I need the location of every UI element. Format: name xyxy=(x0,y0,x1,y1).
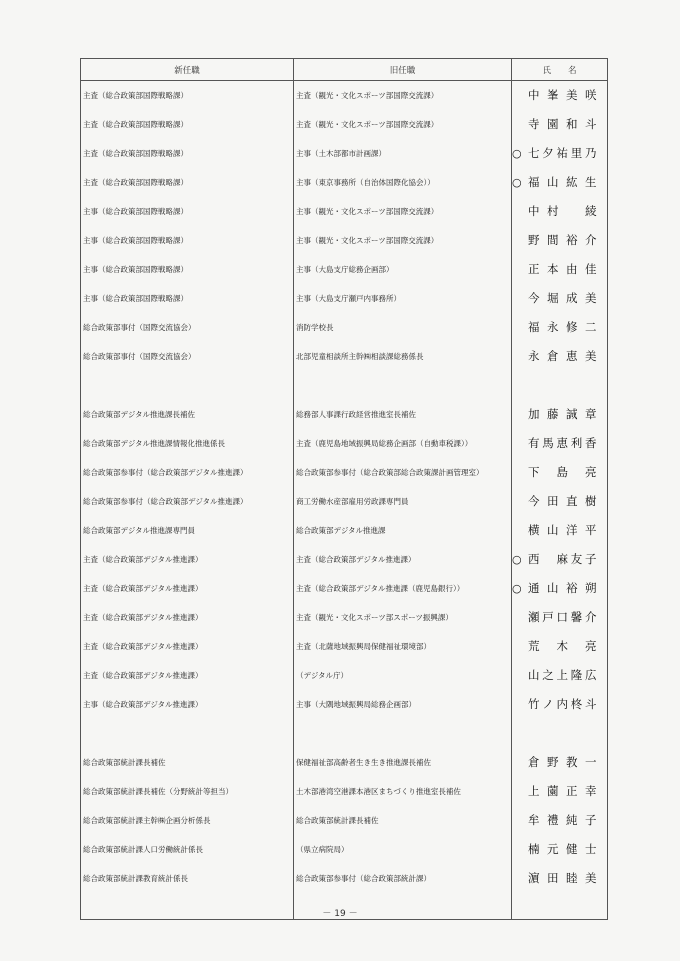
table-row xyxy=(81,168,608,197)
table-row xyxy=(81,806,608,835)
table-row xyxy=(81,342,608,371)
new-post-cell: 総合政策部デジタル推進課長補佐 xyxy=(81,400,294,429)
old-post-cell: 主事（大島支庁総務企画部） xyxy=(294,255,512,284)
person-name: 濵田睦美 xyxy=(528,871,597,886)
person-name: 中村 綾 xyxy=(528,204,597,219)
name-cell xyxy=(512,632,608,661)
old-post-cell: 主査（観光・文化スポーツ部国際交流課） xyxy=(294,81,512,111)
old-post-cell: 総合政策部統計課長補佐 xyxy=(294,806,512,835)
old-post-cell: 総合政策部参事付（総合政策部総合政策課計画管理室） xyxy=(294,458,512,487)
old-post-cell: 主事（東京事務所（自治体国際化協会）） xyxy=(294,168,512,197)
table-row xyxy=(81,603,608,632)
name-cell xyxy=(512,110,608,139)
new-post-cell: 主事（総合政策部国際戦略課） xyxy=(81,255,294,284)
new-post-cell: 主事（総合政策部デジタル推進課） xyxy=(81,690,294,719)
new-post-cell: 主査（総合政策部デジタル推進課） xyxy=(81,661,294,690)
name-cell xyxy=(512,168,608,197)
person-name: 上薗正幸 xyxy=(528,784,597,799)
new-post-cell: 総合政策部統計課長補佐 xyxy=(81,748,294,777)
person-name: 有馬恵利香 xyxy=(528,436,597,451)
old-post-cell: 保健福祉部高齢者生き生き推進課長補佐 xyxy=(294,748,512,777)
name-cell xyxy=(512,197,608,226)
new-post-cell: 主査（総合政策部デジタル推進課） xyxy=(81,545,294,574)
person-name: 野間裕介 xyxy=(528,233,597,248)
table-row xyxy=(81,226,608,255)
person-name: 下 島 亮 xyxy=(528,465,597,480)
old-post-cell: 主事（土木部都市計画課） xyxy=(294,139,512,168)
person-name: 牟禮純子 xyxy=(528,813,597,828)
name-cell xyxy=(512,574,608,603)
old-post-cell: 消防学校長 xyxy=(294,313,512,342)
new-post-cell: 総合政策部参事付（総合政策部デジタル推進課） xyxy=(81,458,294,487)
person-name: 永倉恵美 xyxy=(528,349,597,364)
person-name: 寺園和斗 xyxy=(528,117,597,132)
person-name: 中峯美咲 xyxy=(528,88,597,103)
person-name: 西 麻友子 xyxy=(528,552,597,567)
new-post-cell: 総合政策部デジタル推進課専門員 xyxy=(81,516,294,545)
new-post-cell: 主査（総合政策部デジタル推進課） xyxy=(81,603,294,632)
new-post-cell: 主査（総合政策部デジタル推進課） xyxy=(81,574,294,603)
name-cell xyxy=(512,458,608,487)
header-new-post: 新任職 xyxy=(81,59,294,81)
person-name: 楠元健士 xyxy=(528,842,597,857)
table-row xyxy=(81,197,608,226)
new-post-cell: 総合政策部参事付（総合政策部デジタル推進課） xyxy=(81,487,294,516)
circle-mark: ○ xyxy=(512,146,523,160)
table-row xyxy=(81,429,608,458)
table-row xyxy=(81,748,608,777)
empty-cell xyxy=(294,719,512,748)
person-name: 倉野教一 xyxy=(528,755,597,770)
new-post-cell: 総合政策部事付（国際交流協会） xyxy=(81,342,294,371)
person-name: 正本由佳 xyxy=(528,262,597,277)
name-cell xyxy=(512,690,608,719)
old-post-cell: 北部児童相談所主幹㈱相談課総務係長 xyxy=(294,342,512,371)
table-row xyxy=(81,632,608,661)
table-row xyxy=(81,139,608,168)
name-cell xyxy=(512,545,608,574)
old-post-cell: （県立病院局） xyxy=(294,835,512,864)
table-row xyxy=(81,835,608,864)
person-name: 今堀成美 xyxy=(528,291,597,306)
table-row xyxy=(81,313,608,342)
name-cell xyxy=(512,864,608,893)
table-row xyxy=(81,487,608,516)
new-post-cell: 総合政策部統計課長補佐（分野統計等担当） xyxy=(81,777,294,806)
new-post-cell: 総合政策部事付（国際交流協会） xyxy=(81,313,294,342)
empty-cell xyxy=(81,371,294,400)
empty-cell xyxy=(512,371,608,400)
name-cell xyxy=(512,81,608,111)
person-name: 通山裕朔 xyxy=(528,581,597,596)
new-post-cell: 主事（総合政策部国際戦略課） xyxy=(81,197,294,226)
name-cell xyxy=(512,342,608,371)
name-cell xyxy=(512,835,608,864)
table-row xyxy=(81,400,608,429)
personnel-table xyxy=(80,58,608,920)
name-cell xyxy=(512,400,608,429)
old-post-cell: 主査（観光・文化スポーツ部国際交流課） xyxy=(294,110,512,139)
person-name: 横山洋平 xyxy=(528,523,597,538)
header-name: 氏 名 xyxy=(512,59,608,81)
person-name: 竹ノ内柊斗 xyxy=(528,697,597,712)
name-cell xyxy=(512,139,608,168)
old-post-cell: 主査（北薩地域振興局保健福祉環境部） xyxy=(294,632,512,661)
old-post-cell: 土木部港湾空港課本港区まちづくり推進室長補佐 xyxy=(294,777,512,806)
name-cell xyxy=(512,748,608,777)
new-post-cell: 主査（総合政策部国際戦略課） xyxy=(81,168,294,197)
table-row xyxy=(81,255,608,284)
person-name: 山之上隆広 xyxy=(528,668,597,683)
old-post-cell: 総務部人事課行政経営推進室長補佐 xyxy=(294,400,512,429)
table-row xyxy=(81,864,608,893)
name-cell xyxy=(512,255,608,284)
new-post-cell: 総合政策部統計課主幹㈱企画分析係長 xyxy=(81,806,294,835)
new-post-cell: 主査（総合政策部デジタル推進課） xyxy=(81,632,294,661)
header-old-post: 旧任職 xyxy=(294,59,512,81)
table-row xyxy=(81,545,608,574)
table-row xyxy=(81,574,608,603)
old-post-cell: 主査（総合政策部デジタル推進課） xyxy=(294,545,512,574)
name-cell xyxy=(512,603,608,632)
new-post-cell: 総合政策部統計課教育統計係長 xyxy=(81,864,294,893)
name-cell xyxy=(512,777,608,806)
circle-mark: ○ xyxy=(512,581,523,595)
empty-cell xyxy=(81,719,294,748)
old-post-cell: 主事（観光・文化スポーツ部国際交流課） xyxy=(294,226,512,255)
new-post-cell: 主査（総合政策部国際戦略課） xyxy=(81,139,294,168)
empty-cell xyxy=(512,719,608,748)
old-post-cell: 主査（観光・文化スポーツ部スポーツ振興課） xyxy=(294,603,512,632)
spacer-row xyxy=(81,719,608,748)
new-post-cell: 主査（総合政策部国際戦略課） xyxy=(81,110,294,139)
old-post-cell: 総合政策部デジタル推進課 xyxy=(294,516,512,545)
person-name: 加藤誠章 xyxy=(528,407,597,422)
new-post-cell: 主査（総合政策部国際戦略課） xyxy=(81,81,294,111)
name-cell xyxy=(512,516,608,545)
old-post-cell: 主事（観光・文化スポーツ部国際交流課） xyxy=(294,197,512,226)
table-header xyxy=(81,59,608,81)
name-cell xyxy=(512,487,608,516)
person-name: 今田直樹 xyxy=(528,494,597,509)
table-row xyxy=(81,284,608,313)
old-post-cell: 主事（大隅地域振興局総務企画部） xyxy=(294,690,512,719)
table-row xyxy=(81,690,608,719)
person-name: 七夕祐里乃 xyxy=(528,146,597,161)
circle-mark: ○ xyxy=(512,175,523,189)
table-row xyxy=(81,81,608,111)
old-post-cell: （デジタル庁） xyxy=(294,661,512,690)
table-row xyxy=(81,110,608,139)
name-cell xyxy=(512,284,608,313)
old-post-cell: 主査（鹿児島地域振興局総務企画部（自動車税課）） xyxy=(294,429,512,458)
name-cell xyxy=(512,661,608,690)
name-cell xyxy=(512,313,608,342)
old-post-cell: 主事（大島支庁瀬戸内事務所） xyxy=(294,284,512,313)
table-row xyxy=(81,458,608,487)
person-name: 荒 木 亮 xyxy=(528,639,597,654)
person-name: 瀬戸口馨介 xyxy=(528,610,597,625)
circle-mark: ○ xyxy=(512,552,523,566)
person-name: 福永修二 xyxy=(528,320,597,335)
new-post-cell: 主事（総合政策部国際戦略課） xyxy=(81,284,294,313)
page-number: － 19 － xyxy=(322,909,358,919)
old-post-cell: 主査（総合政策部デジタル推進課（鹿児島銀行）） xyxy=(294,574,512,603)
new-post-cell: 主事（総合政策部国際戦略課） xyxy=(81,226,294,255)
table-row xyxy=(81,516,608,545)
name-cell xyxy=(512,429,608,458)
spacer-row xyxy=(81,371,608,400)
old-post-cell: 総合政策部参事付（総合政策部統計課） xyxy=(294,864,512,893)
new-post-cell: 総合政策部デジタル推進課情報化推進係長 xyxy=(81,429,294,458)
empty-cell xyxy=(294,371,512,400)
name-cell xyxy=(512,226,608,255)
old-post-cell: 商工労働水産部雇用労政課専門員 xyxy=(294,487,512,516)
table-row xyxy=(81,777,608,806)
person-name: 福山紘生 xyxy=(528,175,597,190)
table-row xyxy=(81,661,608,690)
new-post-cell: 総合政策部統計課人口労働統計係長 xyxy=(81,835,294,864)
name-cell xyxy=(512,806,608,835)
